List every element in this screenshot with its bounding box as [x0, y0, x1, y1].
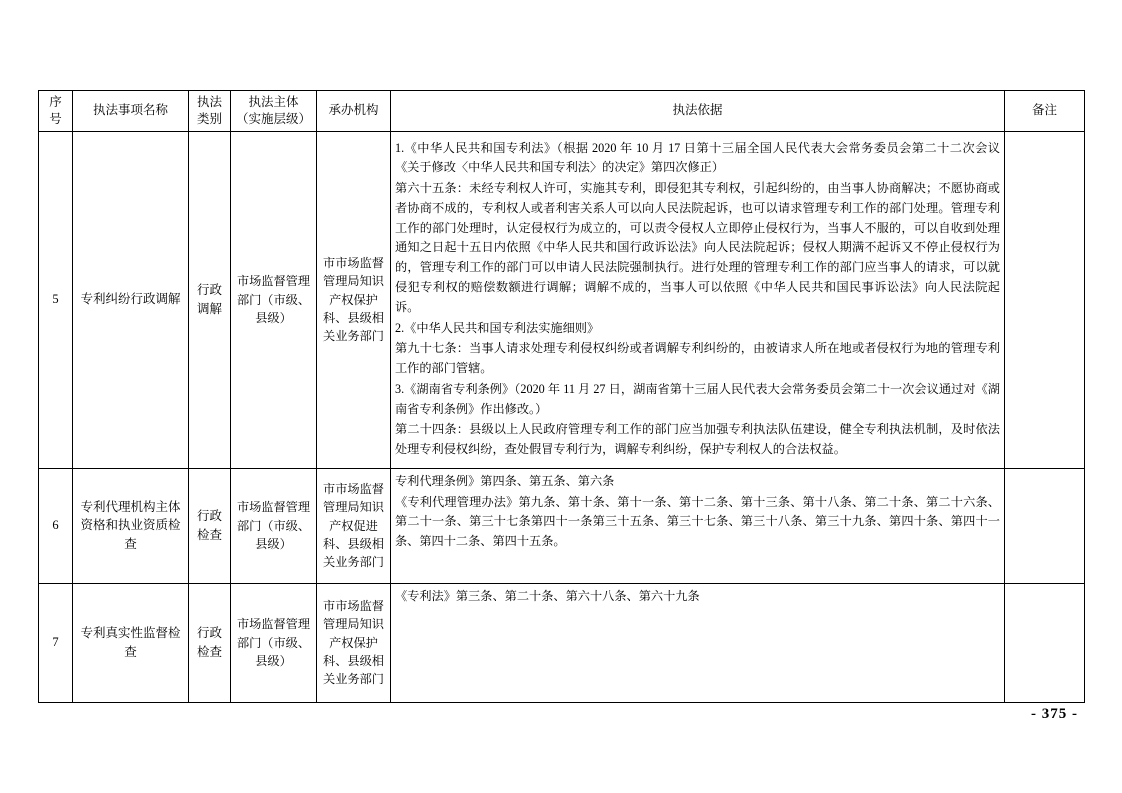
cell-agency: 市市场监督管理局知识产权保护科、县级相关业务部门: [317, 131, 391, 468]
column-header-remark: 备注: [1005, 91, 1085, 132]
cell-type-line2: 调解: [196, 301, 222, 316]
basis-paragraph: 3.《湖南省专利条例》（2020 年 11 月 27 日，湖南省第十三届人民代表大会常务委员会第二十一次会议通过对《湖南省专利条例》作出修改。）: [395, 381, 1000, 416]
column-header-sequence-line2: 号: [49, 111, 62, 126]
cell-type-line2: 检查: [196, 527, 222, 542]
cell-name: 专利纠纷行政调解: [73, 131, 189, 468]
column-header-sequence-line1: 序: [49, 95, 62, 109]
column-header-subject: [231, 91, 317, 132]
cell-basis: [391, 131, 1005, 468]
enforcement-items-table: [38, 90, 1085, 703]
column-header-basis: 执法依据: [391, 91, 1005, 132]
column-header-sequence: [39, 91, 73, 132]
cell-subject: 市场监督管理部门（市级、县级）: [231, 583, 317, 702]
table-header: [39, 91, 1085, 132]
basis-paragraph: 《专利法》第三条、第二十条、第六十八条、第六十九条: [395, 588, 700, 603]
basis-paragraph: 2.《中华人民共和国专利法实施细则》: [395, 320, 600, 335]
cell-type-line1: 行政: [196, 626, 222, 640]
table-row: [39, 468, 1085, 583]
cell-name: 专利代理机构主体资格和执业资质检查: [73, 468, 189, 583]
column-header-subject-line2: （实施层级）: [235, 111, 311, 126]
cell-sequence: 7: [39, 583, 73, 702]
basis-paragraph: 专利代理条例》第四条、第五条、第六条: [395, 473, 615, 488]
cell-type-line1: 行政: [196, 283, 222, 297]
column-header-type: [189, 91, 231, 132]
cell-sequence: 5: [39, 131, 73, 468]
cell-agency: 市市场监督管理局知识产权保护科、县级相关业务部门: [317, 583, 391, 702]
basis-paragraph: 第六十五条：未经专利权人许可，实施其专利，即侵犯其专利权，引起纠纷的，由当事人协商解决；不愿协商或者协商不成的，专利权人或者利害关系人可以向人民法院起诉，也可以请求管理专利工作的部门处理。管理专利工作的部门处理时，认定侵权行为成立的，可以责令侵权人立即停止侵权行为，当事人不服的，可以自收到处理通知之日起十五日内依照《中华人民共和国行政诉讼法》向人民法院起诉；侵权人期满不起诉又不停止侵权行为的，管理专利工作的部门可以申请人民法院强制执行。进行处理的管理专利工作的部门应当事人的请求，可以就侵犯专利权的赔偿数额进行调解；调解不成的，当事人可以依照《中华人民共和国民事诉讼法》向人民法院起诉。: [395, 181, 1000, 314]
basis-paragraph: 《专利代理管理办法》第九条、第十条、第十一条、第十二条、第十三条、第十八条、第二十条、第二十六条、第二十一条、第三十七条第四十一条第三十五条、第三十七条、第三十八条、第三十九条、第四十条、第四十一条、第四十二条、第四十五条。: [395, 494, 1000, 549]
cell-type-line2: 检查: [196, 644, 222, 659]
cell-basis: [391, 583, 1005, 702]
cell-type: [189, 131, 231, 468]
cell-type-line1: 行政: [196, 509, 222, 523]
cell-basis: [391, 468, 1005, 583]
table-header-row: [39, 91, 1085, 132]
column-header-type-line1: 执法: [196, 95, 222, 109]
cell-remark: [1005, 583, 1085, 702]
cell-subject: 市场监督管理部门（市级、县级）: [231, 131, 317, 468]
cell-type: [189, 583, 231, 702]
page-number: - 375 -: [1031, 706, 1078, 722]
cell-subject: 市场监督管理部门（市级、县级）: [231, 468, 317, 583]
cell-name: 专利真实性监督检查: [73, 583, 189, 702]
cell-remark: [1005, 131, 1085, 468]
basis-paragraph: 第二十四条：县级以上人民政府管理专利工作的部门应当加强专利执法队伍建设，健全专利执法机制，及时依法处理专利侵权纠纷，查处假冒专利行为，调解专利纠纷，保护专利权人的合法权益。: [395, 422, 1000, 457]
cell-sequence: 6: [39, 468, 73, 583]
table-row: [39, 131, 1085, 468]
cell-agency: 市市场监督管理局知识产权促进科、县级相关业务部门: [317, 468, 391, 583]
cell-type: [189, 468, 231, 583]
cell-remark: [1005, 468, 1085, 583]
column-header-subject-line1: 执法主体: [248, 95, 299, 109]
column-header-agency: 承办机构: [317, 91, 391, 132]
basis-paragraph: 1.《中华人民共和国专利法》（根据 2020 年 10 月 17 日第十三届全国人民代表大会常务委员会第二十二次会议《关于修改〈中华人民共和国专利法〉的决定》第四次修正）: [395, 140, 1000, 175]
table-row: [39, 583, 1085, 702]
basis-paragraph: 第九十七条：当事人请求处理专利侵权纠纷或者调解专利纠纷的，由被请求人所在地或者侵权行为地的管理专利工作的部门管辖。: [395, 341, 1000, 376]
column-header-type-line2: 类别: [196, 111, 222, 126]
column-header-name: 执法事项名称: [73, 91, 189, 132]
table-body: [39, 131, 1085, 702]
